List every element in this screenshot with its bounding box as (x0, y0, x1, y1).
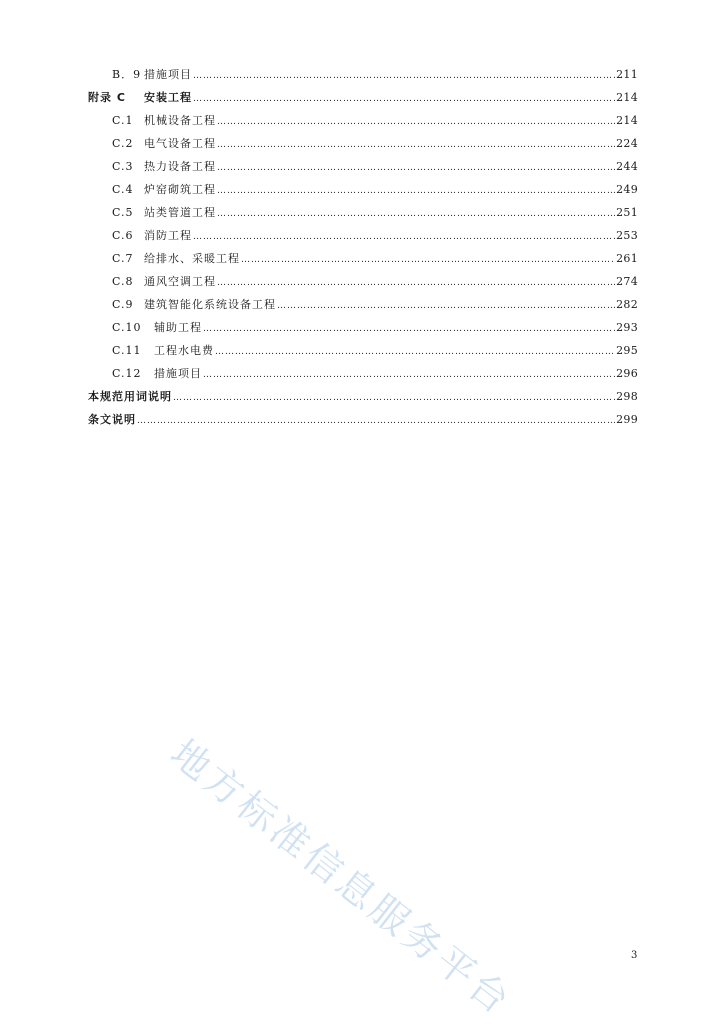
toc-entry-number: C.6 (112, 229, 134, 242)
toc-entry-number: C.10 (112, 321, 142, 334)
toc-entry-title: 工程水电费 (154, 344, 214, 357)
toc-entry-title: 通风空调工程 (144, 275, 216, 288)
toc-entry-label (88, 270, 216, 293)
toc-entry-number: C.4 (112, 183, 134, 196)
toc-entry-page: 261 (616, 252, 638, 265)
toc-entry-number: C.2 (112, 137, 134, 150)
toc-entry-number: C.5 (112, 206, 134, 219)
toc-entry-title: 措施项目 (154, 367, 202, 380)
toc-entry[interactable] (88, 316, 638, 339)
toc-entry[interactable] (88, 63, 638, 86)
toc-entry-title: 站类管道工程 (144, 206, 216, 219)
toc-entry-page: 251 (616, 206, 638, 219)
dot-leader (193, 65, 615, 88)
toc-entry-title: 条文说明 (88, 413, 136, 426)
toc-entry[interactable] (88, 155, 638, 178)
dot-leader (217, 134, 615, 157)
toc-entry-number: B．9 (112, 68, 142, 81)
toc-entry-label (88, 132, 216, 155)
toc-entry[interactable] (88, 293, 638, 316)
toc-entry-label (88, 224, 192, 247)
toc-entry-label (88, 63, 192, 86)
toc-entry-title: 消防工程 (144, 229, 192, 242)
toc-entry[interactable] (88, 270, 638, 293)
toc-entry[interactable] (88, 408, 638, 431)
toc-entry-page: 249 (616, 183, 638, 196)
toc-entry-title: 本规范用词说明 (88, 390, 172, 403)
toc-entry-number: C.8 (112, 275, 134, 288)
toc-entry[interactable] (88, 109, 638, 132)
toc-entry-title: 电气设备工程 (144, 137, 216, 150)
dot-leader (137, 410, 615, 433)
toc-entry-number: C.7 (112, 252, 134, 265)
dot-leader (217, 203, 615, 226)
dot-leader (203, 364, 615, 387)
toc-entry-page: 282 (616, 298, 638, 311)
toc-entry-number: C.12 (112, 367, 142, 380)
toc-entry-number: C.1 (112, 114, 134, 127)
page-number: 3 (631, 950, 638, 961)
toc-entry-label (88, 86, 192, 109)
toc-entry[interactable] (88, 178, 638, 201)
table-of-contents (88, 63, 638, 431)
toc-entry-title: 建筑智能化系统设备工程 (144, 298, 276, 311)
dot-leader (215, 341, 615, 364)
toc-entry[interactable] (88, 224, 638, 247)
toc-entry-page: 298 (616, 390, 638, 403)
toc-entry-label (88, 293, 276, 316)
toc-entry-page: 214 (616, 91, 638, 104)
toc-entry-page: 296 (616, 367, 638, 380)
dot-leader (277, 295, 615, 318)
dot-leader (203, 318, 615, 341)
toc-entry-number: C.3 (112, 160, 134, 173)
toc-entry-title: 安装工程 (144, 91, 192, 104)
watermark: 地方标准信息服务平台 (162, 730, 521, 1025)
toc-entry-label (88, 109, 216, 132)
toc-entry[interactable] (88, 339, 638, 362)
toc-entry-page: 274 (616, 275, 638, 288)
dot-leader (241, 249, 615, 272)
dot-leader (217, 180, 615, 203)
dot-leader (217, 157, 615, 180)
dot-leader (217, 111, 615, 134)
toc-entry-page: 244 (616, 160, 638, 173)
toc-entry-label (88, 362, 202, 385)
toc-entry-title: 给排水、采暖工程 (144, 252, 240, 265)
toc-entry-page: 211 (616, 68, 638, 81)
toc-entry-page: 224 (616, 137, 638, 150)
toc-entry-page: 295 (616, 344, 638, 357)
toc-entry-label (88, 385, 172, 408)
toc-entry[interactable] (88, 362, 638, 385)
toc-entry-page: 253 (616, 229, 638, 242)
toc-entry-title: 措施项目 (144, 68, 192, 81)
toc-entry-label (88, 201, 216, 224)
dot-leader (217, 272, 615, 295)
toc-entry[interactable] (88, 385, 638, 408)
toc-entry-number: 附录 C (88, 91, 126, 104)
toc-entry-label (88, 339, 214, 362)
toc-entry-title: 热力设备工程 (144, 160, 216, 173)
toc-entry-label (88, 155, 216, 178)
toc-entry-label (88, 178, 216, 201)
dot-leader (173, 387, 615, 410)
toc-entry[interactable] (88, 86, 638, 109)
toc-entry[interactable] (88, 132, 638, 155)
toc-entry-title: 炉窑砌筑工程 (144, 183, 216, 196)
toc-entry-page: 214 (616, 114, 638, 127)
toc-entry-label (88, 316, 202, 339)
toc-entry-page: 293 (616, 321, 638, 334)
toc-entry-title: 机械设备工程 (144, 114, 216, 127)
toc-entry-number: C.11 (112, 344, 142, 357)
toc-entry-label (88, 247, 240, 270)
toc-entry[interactable] (88, 201, 638, 224)
toc-entry-title: 辅助工程 (154, 321, 202, 334)
dot-leader (193, 88, 615, 111)
toc-entry[interactable] (88, 247, 638, 270)
dot-leader (193, 226, 615, 249)
toc-entry-page: 299 (616, 413, 638, 426)
toc-entry-number: C.9 (112, 298, 134, 311)
toc-entry-label (88, 408, 136, 431)
